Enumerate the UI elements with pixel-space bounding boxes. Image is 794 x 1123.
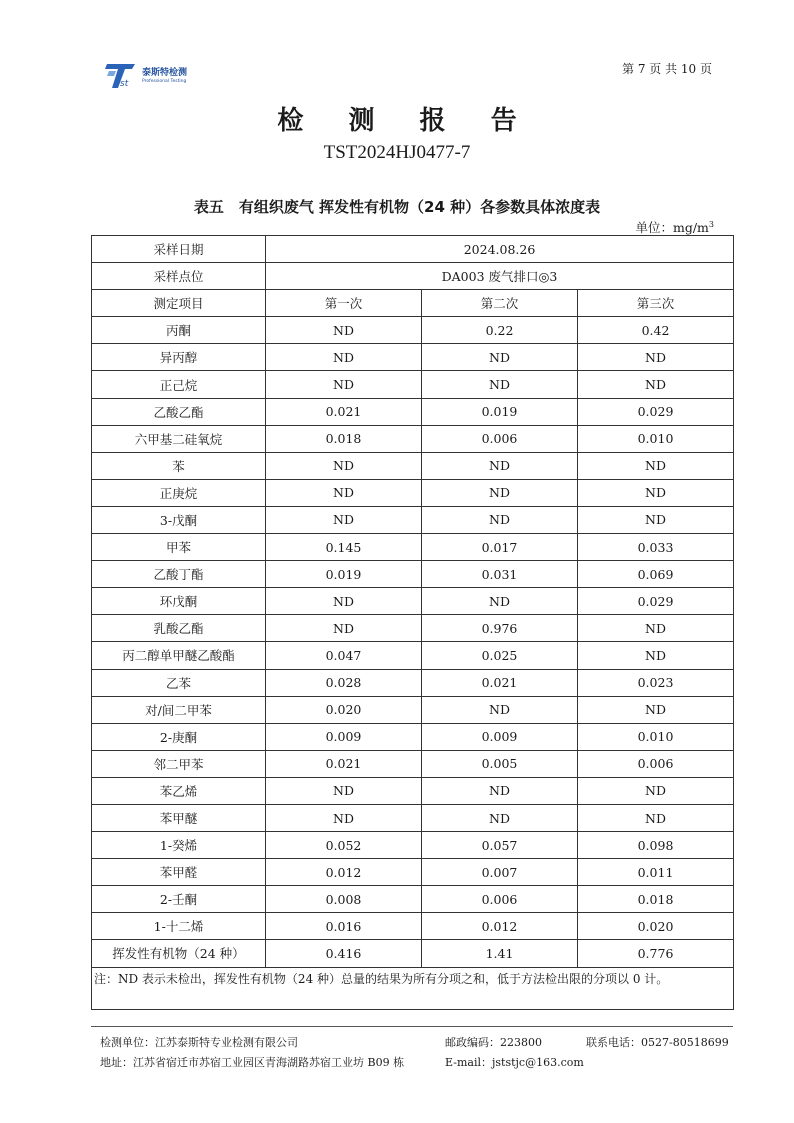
concentration-cell: ND (578, 479, 734, 506)
concentration-cell: ND (422, 479, 578, 506)
location-value: DA003 废气排口◎3 (266, 263, 734, 290)
column-header: 第二次 (422, 290, 578, 317)
item-header: 测定项目 (92, 290, 266, 317)
footer-email: E-mail：jststjc@163.com (445, 1056, 584, 1069)
footer-divider (91, 1026, 733, 1027)
column-header: 第一次 (266, 290, 422, 317)
concentration-cell: ND (578, 777, 734, 804)
compound-name: 乙苯 (92, 669, 266, 696)
concentration-cell: 0.012 (266, 859, 422, 886)
table-row (92, 561, 734, 588)
concentration-cell: 0.42 (578, 317, 734, 344)
table-row (92, 723, 734, 750)
compound-name: 1-癸烯 (92, 832, 266, 859)
table-note: 注：ND 表示未检出，挥发性有机物（24 种）总量的结果为所有分项之和，低于方法检出限的分项以 0 计。 (92, 967, 734, 1009)
concentration-cell: 0.018 (578, 886, 734, 913)
compound-name: 2-庚酮 (92, 723, 266, 750)
concentration-cell: 0.008 (266, 886, 422, 913)
concentration-cell: 0.007 (422, 859, 578, 886)
location-row (92, 263, 734, 290)
concentration-cell: 0.009 (422, 723, 578, 750)
concentration-cell: ND (578, 642, 734, 669)
date-label: 采样日期 (92, 236, 266, 263)
table-row (92, 344, 734, 371)
concentration-cell: 0.145 (266, 534, 422, 561)
concentration-cell: 0.020 (266, 696, 422, 723)
table-row (92, 317, 734, 344)
table-row (92, 642, 734, 669)
footer-phone: 联系电话：0527-80518699 (586, 1036, 729, 1049)
logo-mark-icon (105, 60, 137, 90)
table-row (92, 859, 734, 886)
table-row (92, 534, 734, 561)
concentration-cell: 0.029 (578, 588, 734, 615)
compound-name: 六甲基二硅氧烷 (92, 425, 266, 452)
compound-name: 正己烷 (92, 371, 266, 398)
table-caption: 表五 有组织废气 挥发性有机物（24 种）各参数具体浓度表 (193, 198, 601, 216)
concentration-cell: ND (266, 506, 422, 533)
table-row (92, 506, 734, 533)
concentration-cell: 0.006 (578, 750, 734, 777)
concentration-cell: ND (266, 479, 422, 506)
concentration-cell: ND (266, 371, 422, 398)
header-row (92, 290, 734, 317)
compound-name: 3-戊酮 (92, 506, 266, 533)
table-row (92, 425, 734, 452)
table-row (92, 913, 734, 940)
compound-name: 苯甲醛 (92, 859, 266, 886)
concentration-cell: 0.006 (422, 425, 578, 452)
concentration-cell: ND (266, 615, 422, 642)
concentration-cell: ND (422, 452, 578, 479)
table-row (92, 479, 734, 506)
concentration-cell: 0.016 (266, 913, 422, 940)
report-title: 检 测 报 告 (277, 106, 535, 136)
table-row (92, 750, 734, 777)
concentration-cell: 0.029 (578, 398, 734, 425)
concentration-cell: 0.416 (266, 940, 422, 967)
compound-name: 挥发性有机物（24 种） (92, 940, 266, 967)
note-row (92, 967, 734, 1009)
date-row (92, 236, 734, 263)
compound-name: 苯甲醚 (92, 804, 266, 831)
concentration-cell: 0.028 (266, 669, 422, 696)
page-number: 第 7 页 共 10 页 (622, 62, 712, 76)
company-logo (105, 60, 205, 92)
unit-label: 单位：$mg/m^3$ (635, 219, 714, 235)
compound-name: 1-十二烯 (92, 913, 266, 940)
compound-name: 2-壬酮 (92, 886, 266, 913)
concentration-cell: 0.011 (578, 859, 734, 886)
compound-name: 丙二醇单甲醚乙酸酯 (92, 642, 266, 669)
concentration-cell: 1.41 (422, 940, 578, 967)
concentration-cell: 0.069 (578, 561, 734, 588)
table-row (92, 804, 734, 831)
table-row (92, 886, 734, 913)
concentration-cell: 0.776 (578, 940, 734, 967)
compound-name: 乙酸乙酯 (92, 398, 266, 425)
compound-name: 乳酸乙酯 (92, 615, 266, 642)
concentration-cell: 0.020 (578, 913, 734, 940)
logo-name: 泰斯特检测 (142, 68, 188, 78)
concentration-cell: 0.021 (422, 669, 578, 696)
table-row (92, 452, 734, 479)
concentration-cell: ND (578, 615, 734, 642)
table-row (92, 696, 734, 723)
table-row (92, 398, 734, 425)
table-row (92, 940, 734, 967)
footer-address: 地址：江苏省宿迁市苏宿工业园区青海湖路苏宿工业坊 B09 栋 (100, 1056, 405, 1069)
concentration-cell: ND (266, 588, 422, 615)
compound-name: 苯乙烯 (92, 777, 266, 804)
table-row (92, 832, 734, 859)
compound-name: 乙酸丁酯 (92, 561, 266, 588)
table-row (92, 777, 734, 804)
concentration-cell: 0.019 (422, 398, 578, 425)
concentration-cell: 0.010 (578, 723, 734, 750)
concentration-cell: ND (422, 804, 578, 831)
concentration-table (91, 235, 734, 1010)
concentration-cell: ND (422, 371, 578, 398)
report-number: TST2024HJ0477-7 (323, 142, 471, 163)
concentration-cell: 0.006 (422, 886, 578, 913)
concentration-cell: 0.976 (422, 615, 578, 642)
concentration-cell: ND (266, 804, 422, 831)
concentration-cell: ND (266, 344, 422, 371)
concentration-cell: 0.009 (266, 723, 422, 750)
table-row (92, 588, 734, 615)
concentration-cell: 0.031 (422, 561, 578, 588)
compound-name: 正庚烷 (92, 479, 266, 506)
concentration-cell: ND (578, 371, 734, 398)
compound-name: 丙酮 (92, 317, 266, 344)
footer-postcode: 邮政编码：223800 (445, 1036, 542, 1049)
compound-name: 对/间二甲苯 (92, 696, 266, 723)
footer-unit: 检测单位：江苏泰斯特专业检测有限公司 (100, 1036, 298, 1049)
concentration-cell: 0.018 (266, 425, 422, 452)
concentration-cell: ND (422, 777, 578, 804)
logo-subtitle: Professional Testing (142, 79, 187, 84)
concentration-cell: 0.019 (266, 561, 422, 588)
compound-name: 环戊酮 (92, 588, 266, 615)
concentration-cell: 0.052 (266, 832, 422, 859)
concentration-cell: 0.021 (266, 750, 422, 777)
concentration-cell: 0.005 (422, 750, 578, 777)
concentration-cell: ND (422, 506, 578, 533)
concentration-cell: 0.047 (266, 642, 422, 669)
concentration-cell: ND (266, 777, 422, 804)
compound-name: 甲苯 (92, 534, 266, 561)
table-row (92, 615, 734, 642)
concentration-cell: 0.22 (422, 317, 578, 344)
concentration-cell: 0.017 (422, 534, 578, 561)
date-value: 2024.08.26 (266, 236, 734, 263)
concentration-cell: ND (422, 588, 578, 615)
svg-text:st: st (120, 79, 129, 89)
concentration-cell: ND (422, 344, 578, 371)
compound-name: 苯 (92, 452, 266, 479)
concentration-cell: 0.012 (422, 913, 578, 940)
concentration-cell: 0.098 (578, 832, 734, 859)
concentration-cell: ND (578, 344, 734, 371)
table-row (92, 669, 734, 696)
concentration-cell: 0.023 (578, 669, 734, 696)
concentration-cell: 0.033 (578, 534, 734, 561)
concentration-cell: 0.025 (422, 642, 578, 669)
concentration-cell: ND (578, 804, 734, 831)
compound-name: 异丙醇 (92, 344, 266, 371)
concentration-cell: ND (578, 506, 734, 533)
concentration-cell: ND (578, 696, 734, 723)
concentration-cell: ND (578, 452, 734, 479)
table-row (92, 371, 734, 398)
concentration-cell: ND (266, 452, 422, 479)
concentration-cell: ND (422, 696, 578, 723)
concentration-cell: ND (266, 317, 422, 344)
location-label: 采样点位 (92, 263, 266, 290)
concentration-cell: 0.057 (422, 832, 578, 859)
column-header: 第三次 (578, 290, 734, 317)
concentration-cell: 0.021 (266, 398, 422, 425)
compound-name: 邻二甲苯 (92, 750, 266, 777)
concentration-cell: 0.010 (578, 425, 734, 452)
